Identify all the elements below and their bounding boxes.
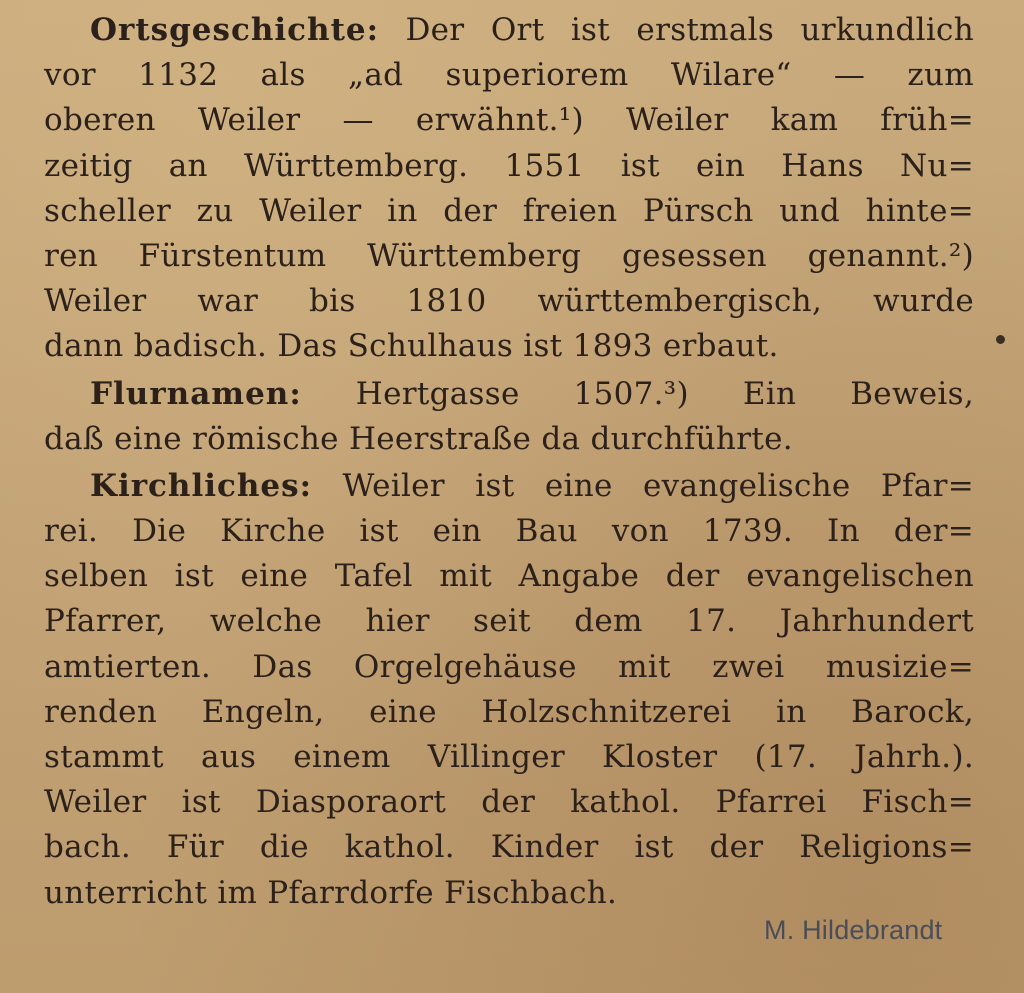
text-line: oberen Weiler — erwähnt.¹) Weiler kam früh=: [44, 102, 974, 139]
line-text: Der Ort ist erstmals urkundlich: [405, 12, 974, 48]
line-text: Weiler ist eine evangelische Pfar=: [342, 467, 975, 504]
text-line: amtierten. Das Orgelgehäuse mit zwei musizie=: [44, 648, 974, 685]
text-line: rei. Die Kirche ist ein Bau von 1739. In der=: [44, 513, 974, 550]
section-kirchliches: [44, 464, 974, 916]
text-line: unterricht im Pfarrdorfe Fischbach.: [44, 874, 618, 911]
text-line: selben ist eine Tafel mit Angabe der evangelischen: [44, 558, 974, 595]
text-line: vor 1132 als „ad superiorem Wilare“ — zum: [44, 57, 974, 94]
photographer-watermark: M. Hildebrandt: [764, 915, 943, 945]
text-line: dann badisch. Das Schulhaus ist 1893 erbaut.: [44, 328, 779, 365]
text-line: Weiler ist Diasporaort der kathol. Pfarrei Fisch=: [44, 784, 974, 821]
text-line: stammt aus einem Villinger Kloster (17. Jahrh.).: [44, 739, 974, 775]
document-page: [44, 8, 974, 918]
section-heading: Kirchliches:: [90, 467, 313, 504]
text-line: daß eine römische Heerstraße da durchführte.: [44, 420, 793, 457]
ink-spot-mark: [996, 335, 1005, 344]
text-line: Weiler war bis 1810 württembergisch, wurde: [44, 283, 974, 320]
text-line: renden Engeln, eine Holzschnitzerei in Barock,: [44, 693, 974, 730]
text-line: bach. Für die kathol. Kinder ist der Religions=: [44, 829, 974, 866]
line-text: Hertgasse 1507.³) Ein Beweis,: [355, 375, 974, 412]
section-flurnamen: [44, 372, 974, 462]
text-line: zeitig an Württemberg. 1551 ist ein Hans Nu=: [44, 147, 974, 184]
text-line: scheller zu Weiler in der freien Pürsch und hinte=: [44, 192, 974, 229]
section-heading: Flurnamen:: [90, 375, 302, 412]
text-line: Pfarrer, welche hier seit dem 17. Jahrhundert: [44, 603, 974, 640]
text-line: [44, 464, 974, 509]
text-line: ren Fürstentum Württemberg gesessen genannt.²): [44, 237, 974, 274]
section-ortsgeschichte: [44, 8, 974, 370]
text-line: [44, 372, 974, 417]
text-line: [44, 8, 974, 53]
section-heading: Ortsgeschichte:: [90, 12, 380, 48]
